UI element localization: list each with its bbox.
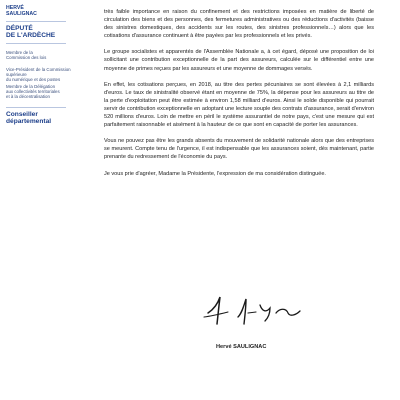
role-commission-numerique [6, 67, 72, 83]
deputy-title-line2: DE L'ARDÈCHE [6, 32, 56, 40]
role-line: et à la décentralisation [6, 94, 50, 100]
handwritten-signature [200, 291, 330, 327]
paragraph-cotisations: En effet, les cotisations perçues, en 2018, au titre des pertes pécuniaires se sont élevées à 2,1 milliards d'euros. Le taux de sinistralité observé étant en moyenne de 75%, la dépense pour les assureurs au titre de la perte d'exploitation peut être estimée à environ 1,58 milliard d'euros. Ainsi le solde disponible qui pourrait servir de contribution exceptionnelle en adoptant une lecture souple des contrats d'assurance, serait d'environ 520 millions d'euros. Loin de mettre en péril le système assurantiel de notre pays, c'est une mesure qui est parfaitement raisonnable et aisément à la hauteur de ce que sont en capacité de porter les assurances. [104, 81, 374, 129]
council-title-line1: Conseiller [6, 111, 38, 118]
deputy-name [6, 5, 37, 17]
role-line: Vice-Président de la Commission supérieure [6, 67, 71, 78]
role-line: Membre de la [6, 50, 33, 55]
role-line: du numérique et des postes [6, 77, 61, 83]
sidebar-divider [6, 107, 66, 108]
deputy-last-name: SAULIGNAC [6, 11, 37, 17]
deputy-title-line1: DÉPUTÉ [6, 25, 33, 32]
letter-body [104, 8, 374, 186]
council-title-line2: départemental [6, 118, 52, 126]
role-delegation [6, 84, 72, 100]
role-line: Commission des lois [6, 55, 47, 61]
signer-name: Hervé SAULIGNAC [216, 344, 267, 350]
paragraph-proposition-loi: Le groupe socialistes et apparentés de l'Assemblée Nationale a, à cet égard, déposé une proposition de loi sollicitant une contribution exceptionnelle de la part des assureurs, calculée sur le différentiel entre une moyenne de primes reçues par les assureurs et une moyenne de dommages versés. [104, 49, 374, 72]
sidebar-divider [6, 43, 66, 44]
letterhead-sidebar [0, 0, 76, 400]
deputy-first-name: HERVÉ [6, 5, 24, 11]
role-line: aux collectivités territoriales [6, 89, 60, 95]
role-commission-lois [6, 50, 72, 60]
paragraph-confinement: très faible importance en raison du confinement et des restrictions imposées en matière de liberté de circulation des biens et des personnes, des fermetures administratives ou des réductions d'activités (baisse des sinistres domestiques, des accidents sur les routes, des sinistres professionnels…) alors que les cotisations d'assurance continuent à être payées par les professionnels et les privés. [104, 9, 374, 40]
council-title [6, 111, 51, 126]
sidebar-divider [6, 21, 66, 22]
paragraph-salutation: Je vous prie d'agréer, Madame la Présidente, l'expression de ma considération distinguée. [104, 170, 326, 177]
role-line: Membre de la Délégation [6, 84, 56, 89]
paragraph-solidarite: Vous ne pouvez pas être les grands absents du mouvement de solidarité nationale alors que des entreprises se meurent. Compte tenu de l'urgence, il est indispensable que les assurances soient, dès maintenant, partie prenante du redressement de l'économie du pays. [104, 138, 374, 161]
deputy-title [6, 25, 55, 40]
